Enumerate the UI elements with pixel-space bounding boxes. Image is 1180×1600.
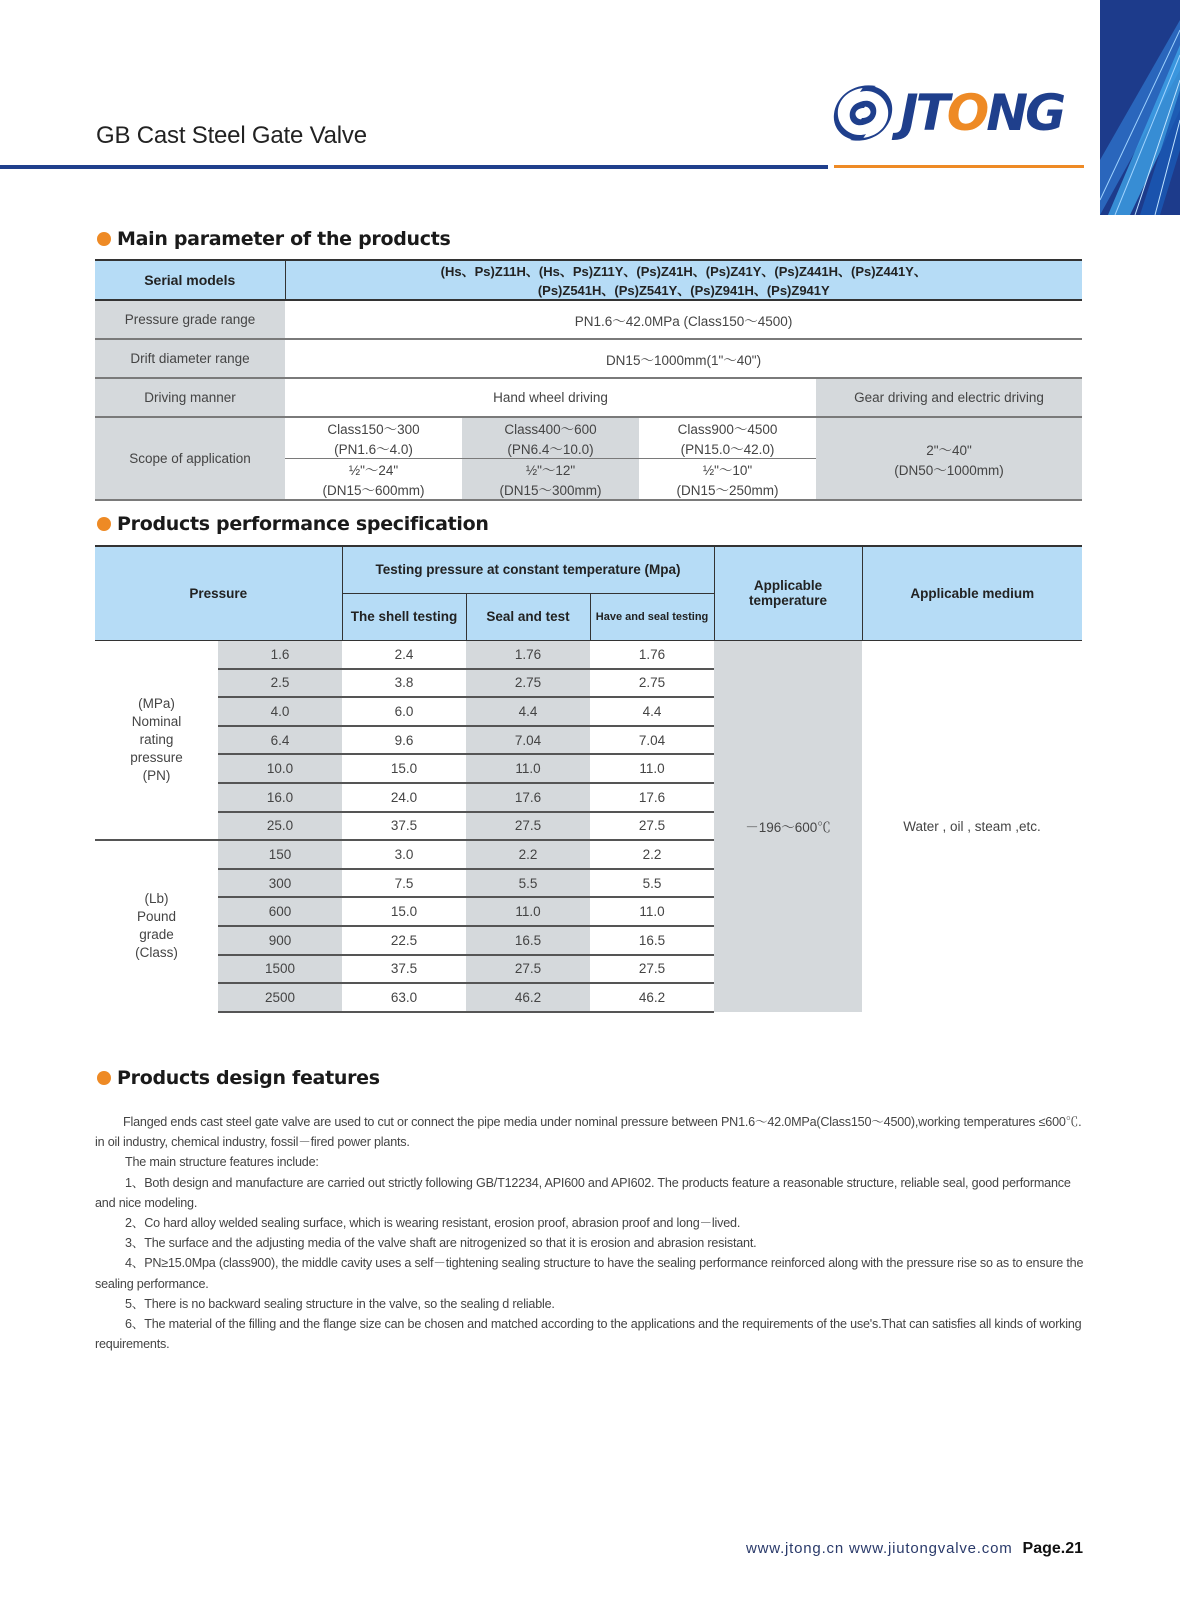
scope-gear-cell: 2"～40" (DN50～1000mm) <box>816 417 1082 500</box>
col-pressure: Pressure <box>95 546 342 640</box>
drift-diameter-value: DN15～1000mm(1"～40") <box>285 339 1082 378</box>
page-title: GB Cast Steel Gate Valve <box>96 122 367 149</box>
table-row: 2.5 3.8 2.75 2.75 <box>95 669 1082 698</box>
drift-diameter-label: Drift diameter range <box>95 339 285 378</box>
design-item: 6、The material of the filling and the flange size can be chosen and matched according to the applications and the requirements of the use's.That can satisfies all kinds of working requirements. <box>95 1317 1082 1352</box>
footer <box>746 1540 1083 1558</box>
header-rule-orange <box>834 165 1084 168</box>
table-row: 4.0 6.0 4.4 4.4 <box>95 697 1082 726</box>
group-label-lb: (Lb) Pound grade (Class) <box>135 891 178 961</box>
table-row: (MPa) Nominal rating pressure (PN) 1.6 2.4 1.76 1.76 －196～600℃ Water , oil , steam ,etc. <box>95 640 1082 669</box>
table-row: 25.0 37.5 27.5 27.5 <box>95 812 1082 841</box>
light-rays-decoration <box>1100 0 1180 215</box>
scope-size-cell: ½"～24" (DN15～600mm) <box>285 459 462 501</box>
logo-wordmark: JTONG <box>900 84 1064 142</box>
medium-value: Water , oil , steam ,etc. <box>862 640 1082 1012</box>
driving-manner-row <box>95 378 1082 417</box>
scope-label: Scope of application <box>95 417 285 500</box>
orange-bullet-icon <box>97 232 111 246</box>
table-row: 900 22.5 16.5 16.5 <box>95 926 1082 955</box>
design-features-text <box>95 1112 1085 1354</box>
table-row: 1500 37.5 27.5 27.5 <box>95 955 1082 984</box>
col-shell-testing: The shell testing <box>342 593 466 640</box>
serial-models-value: (Hs、Ps)Z11H、(Hs、Ps)Z11Y、(Ps)Z41H、(Ps)Z41Y、(Ps)Z441H、(Ps)Z441Y、 (Ps)Z541H、(Ps)Z541Y、(Ps)Z941H、(Ps)Z941Y <box>285 260 1082 300</box>
scope-size-cell: ½"～10" (DN15～250mm) <box>639 459 816 501</box>
table-row: (Lb) Pound grade (Class) 150 3.0 2.2 2.2 <box>95 840 1082 869</box>
table-row: 300 7.5 5.5 5.5 <box>95 869 1082 898</box>
col-have-seal-testing: Have and seal testing <box>590 593 714 640</box>
pressure-grade-value: PN1.6～42.0MPa (Class150～4500) <box>285 300 1082 339</box>
pressure-grade-row <box>95 300 1082 339</box>
section-heading-design: Products design features <box>97 1067 380 1089</box>
main-parameters-table <box>95 259 1082 501</box>
page-number: Page.21 <box>1022 1540 1083 1557</box>
decorative-corner-strip <box>1100 0 1180 215</box>
design-item: 2、Co hard alloy welded sealing surface, which is wearing resistant, erosion proof, abrasion proof and long－lived. <box>125 1216 741 1231</box>
scope-class-cell: Class150～300 (PN1.6～4.0) <box>285 417 462 459</box>
col-seal-test: Seal and test <box>466 593 590 640</box>
orange-bullet-icon <box>97 517 111 531</box>
drift-diameter-row <box>95 339 1082 378</box>
serial-models-row <box>95 260 1082 300</box>
table-row: 2500 63.0 46.2 46.2 <box>95 983 1082 1012</box>
col-testing-group: Testing pressure at constant temperature (Mpa) <box>342 546 714 593</box>
pressure-grade-label: Pressure grade range <box>95 300 285 339</box>
scope-class-cell: Class900～4500 (PN15.0～42.0) <box>639 417 816 459</box>
table-row: 6.4 9.6 7.04 7.04 <box>95 726 1082 755</box>
jtong-logo <box>832 78 1087 148</box>
temperature-value: －196～600℃ <box>714 640 862 1012</box>
section-heading-performance: Products performance specification <box>97 513 489 535</box>
design-item: 4、PN≥15.0Mpa (class900), the middle cavity uses a self－tightening sealing structure to have the sealing performance reinforced along with the pressure rise so as to ensure the sealing performance. <box>95 1256 1084 1291</box>
serial-models-label: Serial models <box>95 260 285 300</box>
group-label-mpa: (MPa) Nominal rating pressure (PN) <box>95 640 218 840</box>
header-rule-blue <box>0 165 828 169</box>
table-row: 16.0 24.0 17.6 17.6 <box>95 783 1082 812</box>
swirl-logo-icon <box>832 84 894 142</box>
section-heading-main-params: Main parameter of the products <box>97 228 450 250</box>
orange-bullet-icon <box>97 1071 111 1085</box>
driving-hand-value: Hand wheel driving <box>285 378 816 417</box>
design-item: 3、The surface and the adjusting media of the valve shaft are nitrogenized so that it is erosion and abrasion resistant. <box>125 1236 757 1251</box>
footer-urls[interactable]: www.jtong.cn www.jiutongvalve.com <box>746 1540 1013 1557</box>
table-row: 600 15.0 11.0 11.0 <box>95 897 1082 926</box>
table-row: 10.0 15.0 11.0 11.0 <box>95 754 1082 783</box>
design-intro-2: The main structure features include: <box>125 1155 319 1170</box>
design-item: 5、There is no backward sealing structure in the valve, so the sealing d reliable. <box>125 1296 555 1311</box>
driving-manner-label: Driving manner <box>95 378 285 417</box>
scope-size-cell: ½"～12" (DN15～300mm) <box>462 459 639 501</box>
driving-gear-value: Gear driving and electric driving <box>816 378 1082 417</box>
design-item: 1、Both design and manufacture are carried out strictly following GB/T12234, API600 and API602. The products feature a reasonable structure, reliable seal, good performance and nice modeling. <box>95 1175 1071 1210</box>
scope-class-cell: Class400～600 (PN6.4～10.0) <box>462 417 639 459</box>
performance-table <box>95 545 1082 1013</box>
col-temperature: Applicable temperature <box>714 546 862 640</box>
design-intro: Flanged ends cast steel gate valve are used to cut or connect the pipe media under nominal pressure between PN1.6～42.0MPa(Class150～4500),working temperatures ≤600℃. in oil industry, chemical industry, fossil－fired power plants. <box>95 1115 1082 1150</box>
col-medium: Applicable medium <box>862 546 1082 640</box>
scope-row-class <box>95 417 1082 459</box>
